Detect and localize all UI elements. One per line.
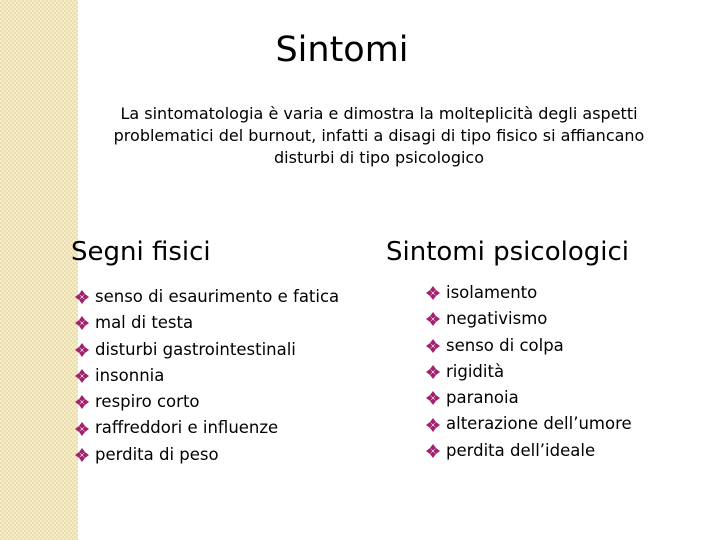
psychological-symptom-item <box>425 333 632 359</box>
physical-sign-item <box>74 442 339 468</box>
physical-sign-item-label: insonnia <box>95 365 165 385</box>
physical-sign-item-label: respiro corto <box>95 392 200 412</box>
page-title: Sintomi <box>275 30 409 70</box>
psychological-symptom-item-label: perdita dell’ideale <box>446 440 596 460</box>
physical-signs-list <box>74 284 339 468</box>
psychological-symptom-item-label: alterazione dell’umore <box>446 414 632 434</box>
psychological-symptom-item <box>425 359 632 385</box>
psychological-symptom-item <box>425 385 632 411</box>
decorative-left-strip <box>0 0 78 540</box>
psychological-symptom-item-label: negativismo <box>446 309 548 329</box>
physical-sign-item <box>74 284 339 310</box>
diamond-bullet-icon <box>74 289 90 305</box>
physical-sign-item-label: raffreddori e influenze <box>95 418 279 438</box>
physical-sign-item <box>74 310 339 336</box>
diamond-bullet-icon <box>74 421 90 437</box>
psychological-symptom-item-label: senso di colpa <box>446 335 564 355</box>
physical-sign-item-label: senso di esaurimento e fatica <box>95 287 340 306</box>
physical-sign-item <box>74 337 339 363</box>
diamond-bullet-icon <box>74 315 90 331</box>
diamond-bullet-icon <box>425 364 441 380</box>
psychological-symptoms-heading: Sintomi psicologici <box>386 237 629 267</box>
physical-sign-item <box>74 415 339 441</box>
physical-sign-item-label: disturbi gastrointestinali <box>95 339 296 359</box>
physical-sign-item-label: mal di testa <box>95 313 194 333</box>
diamond-bullet-icon <box>425 390 441 406</box>
diamond-bullet-icon <box>74 342 90 358</box>
psychological-symptoms-list <box>425 280 632 464</box>
psychological-symptom-item <box>425 438 632 464</box>
physical-sign-item <box>74 389 339 415</box>
diamond-bullet-icon <box>74 368 90 384</box>
psychological-symptom-item-label: rigidità <box>446 361 505 381</box>
psychological-symptom-item <box>425 306 632 332</box>
psychological-symptom-item-label: paranoia <box>446 388 519 408</box>
diamond-bullet-icon <box>425 311 441 327</box>
physical-sign-item-label: perdita di peso <box>95 444 219 464</box>
psychological-symptom-item-label: isolamento <box>446 283 538 302</box>
physical-signs-heading: Segni fisici <box>71 237 211 267</box>
psychological-symptom-item <box>425 280 632 306</box>
physical-sign-item <box>74 363 339 389</box>
diamond-bullet-icon <box>425 443 441 459</box>
intro-paragraph: La sintomatologia è varia e dimostra la molteplicità degli aspetti problematici del burnout, infatti a disagi di tipo fisico si affiancano disturbi di tipo psicologico <box>113 104 645 167</box>
diamond-bullet-icon <box>425 417 441 433</box>
diamond-bullet-icon <box>74 447 90 463</box>
diamond-bullet-icon <box>425 338 441 354</box>
diamond-bullet-icon <box>425 285 441 301</box>
diamond-bullet-icon <box>74 394 90 410</box>
psychological-symptom-item <box>425 411 632 437</box>
